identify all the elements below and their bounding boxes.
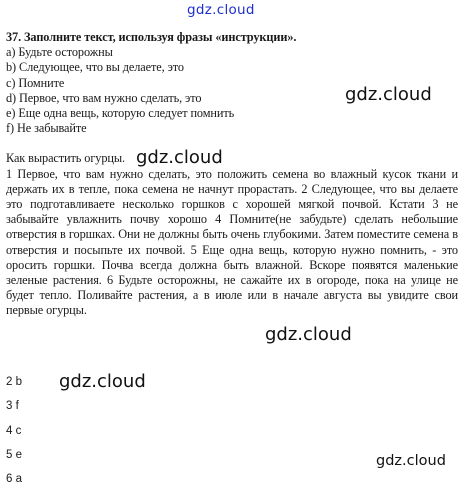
option-e: e) Еще одна вещь, которую следует помнить [6, 106, 235, 121]
watermark: gdz.cloud [345, 84, 432, 105]
answer-item: 6 a [6, 473, 22, 486]
spacer [6, 136, 458, 151]
scanned-text-block [6, 30, 458, 319]
option-b: b) Следующее, что вы делаете, это [6, 60, 184, 75]
answer-item: 4 c [6, 424, 22, 437]
task-title: 37. Заполните текст, используя фразы «инструкции». [6, 30, 297, 44]
option-f: f) Не забывайте [6, 121, 87, 136]
answer-item: 2 b [6, 376, 22, 388]
watermark: gdz.cloud [376, 453, 446, 469]
answer-item: 3 f [6, 400, 19, 413]
watermark: gdz.cloud [265, 324, 352, 345]
answer-item: 5 e [6, 448, 22, 461]
watermark: gdz.cloud [136, 147, 223, 168]
option-a: a) Будьте осторожны [6, 45, 113, 60]
answer-list [6, 374, 22, 495]
option-d: d) Первое, что вам нужно сделать, это [6, 90, 202, 105]
option-c: c) Помните [6, 75, 65, 90]
watermark: gdz.cloud [59, 371, 146, 392]
watermark-top: gdz.cloud [187, 2, 255, 18]
story-body: 1 Первое, что вам нужно сделать, это положить семена во влажный кусок ткани и держать их в тепле, пока семена не начнут прорастать. 2 Следующее, что вы делаете это подготавливаете несколько горшков с хорошей мягкой почвой. Кстати 3 не забывайте увлажнить почву хорошо 4 Помните(не забудьте) сделать небольшие отверстия в горшках. Они не должны быть очень глубокими. Затем поместите семена в отверстия и посыпьте их почвой. 5 Еще одна вещь, которую нужно помнить, - это оросить горшки. Почва всегда должна быть влажной. Вскоре появятся маленькие зеленые растения. 6 Будьте осторожны, не сажайте их в огороде, пока на улице не будет тепло. Поливайте растения, а в июле или в начале августа вы увидите свои первые огурцы. [6, 166, 458, 318]
story-heading: Как вырастить огурцы. [6, 151, 125, 166]
